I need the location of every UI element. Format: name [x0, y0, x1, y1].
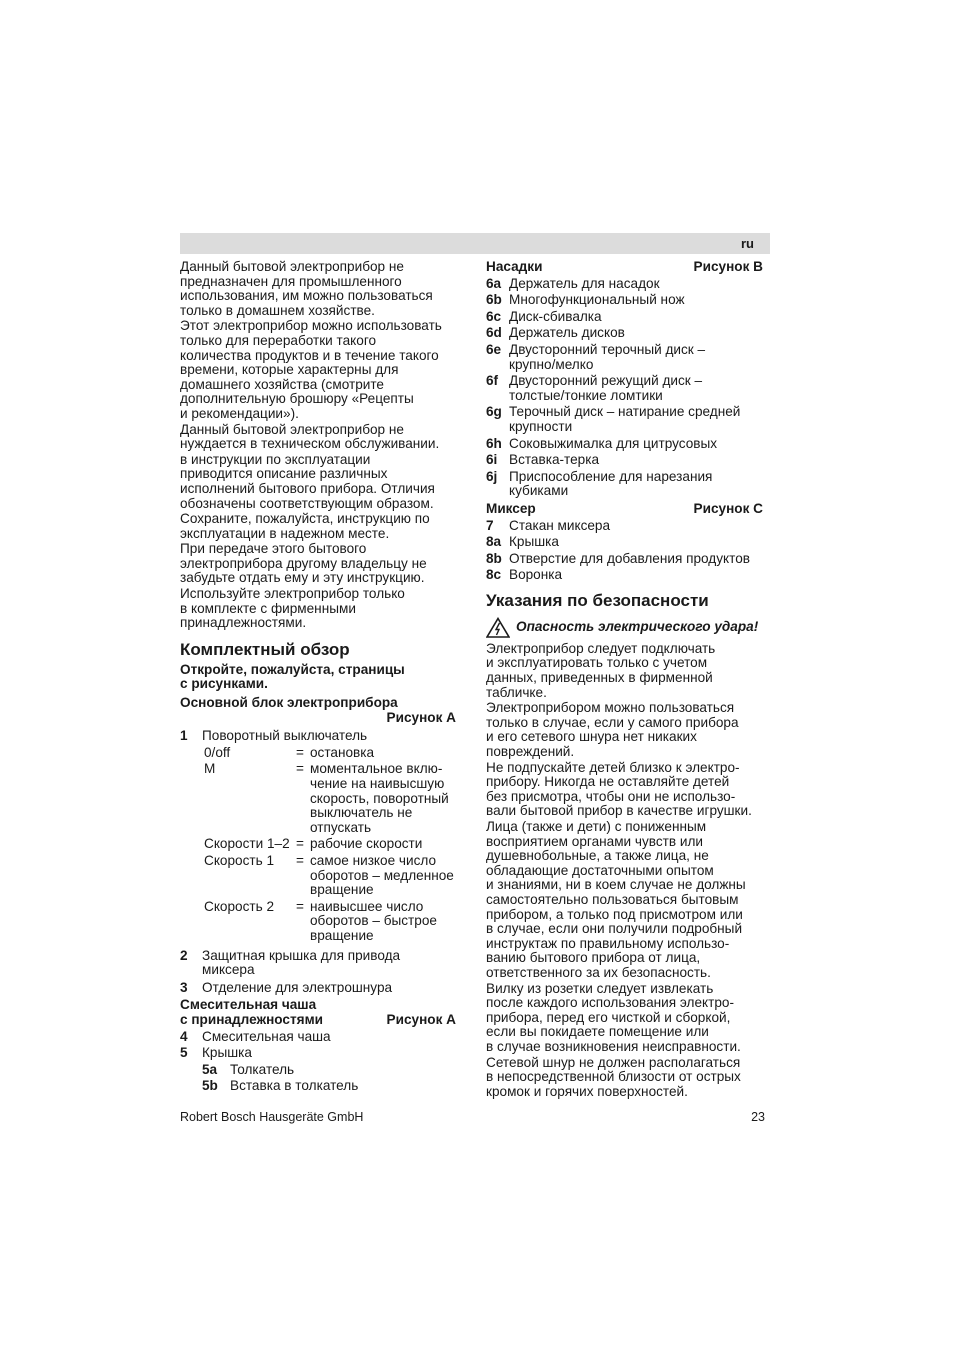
list-item	[486, 293, 770, 308]
mixer-list	[486, 519, 770, 583]
intro-paragraph: Сохраните, пожалуйста, инструкцию по эксплуатации в надежном месте.	[180, 511, 430, 541]
switch-position-row	[180, 837, 470, 852]
item-4	[180, 1030, 470, 1045]
item-text: Крышка	[202, 1045, 252, 1061]
switch-position-label: Скорость 2	[204, 898, 275, 914]
intro-paragraph: Данный бытовой электроприбор не нуждается в техническом обслуживании.	[180, 421, 440, 452]
item-number: 4	[180, 1028, 188, 1044]
item-text: Двусторонний терочный диск – крупно/мелко	[509, 341, 706, 372]
list-item	[486, 453, 770, 468]
item-1	[180, 729, 470, 744]
list-item	[486, 405, 770, 434]
item-number: 6i	[486, 452, 498, 468]
list-item	[486, 277, 770, 292]
item-number: 3	[180, 979, 188, 995]
item-number: 6d	[486, 325, 502, 341]
item-text: Вставка в толкатель	[230, 1078, 359, 1094]
figure-a-ref: Рисунок A	[386, 709, 456, 725]
equals-sign: =	[296, 836, 304, 852]
equals-sign: =	[296, 744, 304, 760]
bowl-heading-row	[180, 1013, 470, 1028]
item-text: Держатель дисков	[509, 325, 625, 341]
intro-paragraph: Используйте электроприбор только в комплекте с фирменными принадлежностями.	[180, 586, 405, 631]
item-number: 1	[180, 728, 188, 744]
bowl-heading: Смесительная чаша	[180, 997, 317, 1013]
bowl-heading-2: с принадлежностями	[180, 1011, 323, 1027]
item-number: 5a	[202, 1061, 218, 1077]
switch-position-row	[180, 746, 470, 761]
safety-paragraph: Электроприбором можно пользоваться только в случае, если у самого прибора и его сетевого шнура нет никаких повреждений.	[486, 700, 739, 760]
warning-row	[486, 617, 770, 638]
intro-paragraph: Данный бытовой электроприбор не предназначен для промышленного использования, им можно пользоваться только в домашнем хозяйстве.	[180, 259, 433, 318]
list-item	[486, 310, 770, 325]
item-text: Отверстие для добавления продуктов	[509, 550, 750, 566]
item-text: Смесительная чаша	[202, 1028, 331, 1044]
mixer-title: Миксер	[486, 500, 536, 516]
equals-sign: =	[296, 761, 304, 777]
list-item	[486, 568, 770, 583]
figure-c-ref: Рисунок C	[693, 500, 763, 516]
item-2	[180, 949, 470, 978]
item-text: Поворотный выключатель	[202, 728, 368, 744]
attachments-heading-row	[486, 260, 770, 275]
figure-a-ref-2: Рисунок A	[386, 1011, 456, 1027]
footer-company: Robert Bosch Hausgeräte GmbH	[180, 1110, 364, 1124]
item-5b	[180, 1079, 470, 1094]
item-text: Держатель для насадок	[509, 275, 660, 291]
safety-paragraph: Вилку из розетки следует извлекать после каждого использования электро- прибора, перед его чисткой и сборкой, если вы покидаете помещение или в случае возникновения неисправности.	[486, 980, 741, 1054]
list-item	[486, 519, 770, 534]
intro-paragraph: в инструкции по эксплуатации приводится описание различных исполнений бытового прибора. Отличия обозначены соответствующим образом.	[180, 451, 435, 511]
list-item	[486, 343, 770, 372]
item-number: 7	[486, 517, 494, 533]
item-text: Диск-сбивалка	[509, 308, 602, 324]
item-number: 6g	[486, 404, 502, 420]
figure-b-ref: Рисунок B	[693, 259, 763, 274]
main-unit-heading: Основной блок электроприбора	[180, 695, 398, 711]
item-3	[180, 981, 470, 996]
item-text: Крышка	[509, 534, 559, 550]
safety-paragraph: Не подпускайте детей близко к электро- прибору. Никогда не оставляйте детей без присмотра, чтобы они не использо- вали бытовой прибор в качестве игрушки.	[486, 759, 752, 819]
switch-position-label: Скорости 1–2	[204, 836, 290, 852]
switch-position-row	[180, 900, 470, 944]
item-text: Соковыжималка для цитрусовых	[509, 435, 718, 451]
item-text: Вставка-терка	[509, 452, 600, 468]
switch-position-description: наивысшее число оборотов – быстрое вращение	[310, 898, 437, 943]
item-number: 6c	[486, 308, 502, 324]
item-text: Терочный диск – натирание средней крупности	[509, 404, 741, 434]
item-number: 8c	[486, 567, 502, 583]
item-text: Многофункциональный нож	[509, 292, 685, 308]
attachments-list	[486, 277, 770, 499]
list-item	[486, 535, 770, 550]
intro-paragraph: При передаче этого бытового электроприбора другому владельцу не забудьте отдать ему и эту инструкцию.	[180, 541, 427, 586]
item-text: Стакан миксера	[509, 517, 611, 533]
item-text: Толкатель	[230, 1061, 295, 1077]
switch-position-description: моментальное вклю- чение на наивысшую скорость, поворотный выключатель не отпускать	[310, 761, 449, 835]
mixer-heading-row	[486, 502, 770, 517]
language-label: ru	[741, 236, 754, 251]
list-item	[486, 437, 770, 452]
warning-triangle-icon	[486, 617, 510, 638]
safety-paragraph: Сетевой шнур не должен располагаться в непосредственной близости от острых кромок и горячих поверхностей.	[486, 1054, 741, 1099]
item-number: 6a	[486, 275, 502, 291]
left-column	[180, 260, 470, 1094]
item-number: 8b	[486, 550, 502, 566]
intro-paragraphs	[180, 260, 470, 631]
item-text: Приспособление для нарезания кубиками	[509, 468, 713, 499]
header-bar	[180, 233, 770, 254]
item-number: 5b	[202, 1078, 218, 1094]
item-text: Двусторонний режущий диск – толстые/тонкие ломтики	[509, 373, 703, 403]
item-number: 5	[180, 1045, 188, 1061]
item-text: Отделение для электрошнура	[202, 979, 393, 995]
safety-paragraph: Лица (также и дети) с пониженным восприятием органами чувств или душевнобольные, а также лица, не обладающие достаточными опытом и знаниями, ни в коем случае не должны самостоятельно пользоваться бытовым прибором, а только под присмотром или в случае, если они получили подробный инструктаж по правильному использо- ванию бытового прибора от лица, ответственного за их безопасность.	[486, 819, 746, 980]
safety-paragraphs	[486, 642, 770, 1099]
item-5a	[180, 1063, 470, 1078]
footer-page-number: 23	[751, 1110, 765, 1124]
right-column	[486, 260, 770, 1100]
switch-position-label: 0/off	[204, 744, 231, 760]
list-item	[486, 326, 770, 341]
switch-position-row	[180, 854, 470, 898]
safety-paragraph: Электроприбор следует подключать и эксплуатировать только с учетом данных, приведенных в фирменной табличке.	[486, 640, 716, 700]
list-item	[486, 374, 770, 403]
overview-title: Комплектный обзор	[180, 639, 350, 659]
item-text: Воронка	[509, 567, 563, 583]
item-number: 6f	[486, 373, 499, 389]
switch-position-description: самое низкое число оборотов – медленное вращение	[310, 852, 454, 898]
item-number: 8a	[486, 534, 502, 550]
intro-paragraph: Этот электроприбор можно использовать только для переработки такого количества продуктов и в течение такого времени, которые характерны для домашнего хозяйства (смотрите дополнительную брошюру «Рецепты и рекомендации»).	[180, 318, 442, 421]
item-number: 6e	[486, 341, 502, 357]
list-item	[486, 470, 770, 499]
safety-title: Указания по безопасности	[486, 590, 709, 610]
open-pages-note: Откройте, пожалуйста, страницы с рисунками.	[180, 661, 405, 692]
switch-position-description: рабочие скорости	[310, 836, 423, 852]
switch-positions	[180, 746, 470, 944]
equals-sign: =	[296, 852, 304, 868]
item-number: 6b	[486, 292, 502, 308]
item-number: 2	[180, 947, 188, 963]
switch-position-label: Скорость 1	[204, 852, 275, 868]
warning-text: Опасность электрического удара!	[516, 619, 759, 635]
switch-position-row	[180, 762, 470, 835]
switch-position-description: остановка	[310, 744, 375, 760]
item-number: 6j	[486, 468, 498, 484]
item-text: Защитная крышка для привода миксера	[202, 947, 401, 978]
list-item	[486, 552, 770, 567]
attachments-title: Насадки	[486, 259, 543, 274]
switch-position-label: M	[204, 761, 216, 777]
equals-sign: =	[296, 898, 304, 914]
item-number: 6h	[486, 435, 502, 451]
item-5	[180, 1046, 470, 1061]
